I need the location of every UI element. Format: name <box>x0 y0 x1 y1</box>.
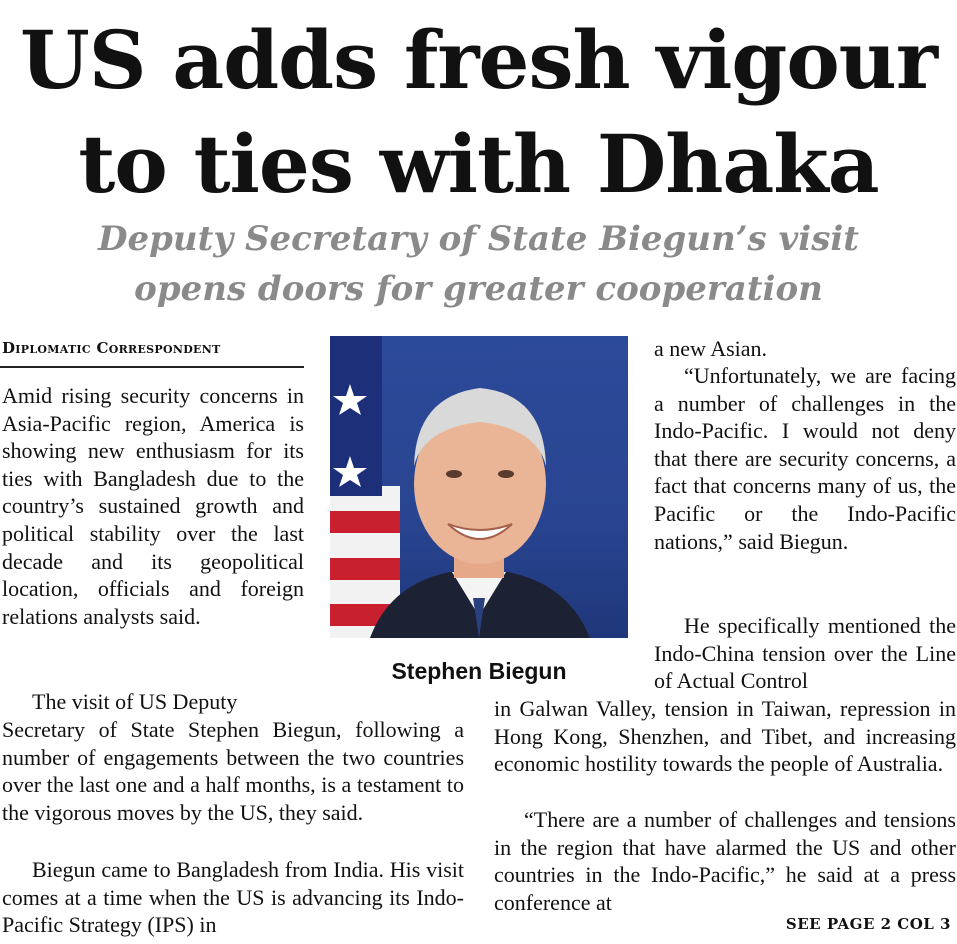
article-paragraph-5: “Unfortunately, we are facing a number of challenges in the Indo-Pacific. I would not deny that there are security concerns, a fact that concerns many of us, the Pacific or the Indo-Pacific nations,” said Biegun. <box>654 363 956 554</box>
portrait-illustration <box>330 336 628 638</box>
article-paragraph-2-continued: Secretary of State Stephen Biegun, following a number of engagements between the two countries over the last one and a half months, is a testament to the vigorous moves by the US, they said. <box>2 717 464 825</box>
article-paragraph-6-continued: in Galwan Valley, tension in Taiwan, repression in Hong Kong, Shenzhen, and Tibet, and increasing economic hostility towards the people of Australia. <box>494 696 956 777</box>
byline-rule <box>0 366 304 368</box>
subheadline-line-1: Deputy Secretary of State Biegun’s visit <box>98 219 859 259</box>
article-paragraph-2-start: The visit of US Deputy <box>32 689 238 714</box>
headline-line-2: to ties with Dhaka <box>78 117 879 211</box>
article-paragraph-7: “There are a number of challenges and tensions in the region that have alarmed the US and other countries in the Indo-Pacific,” he said at a press conference at <box>494 807 956 915</box>
byline: Diplomatic Correspondent <box>2 339 221 357</box>
subheadline-line-2: opens doors for greater cooperation <box>134 269 823 309</box>
article-paragraph-4-end: a new Asian. <box>654 336 768 361</box>
continuation-jump: SEE PAGE 2 COL 3 <box>785 915 951 933</box>
photo-caption: Stephen Biegun <box>391 658 567 684</box>
article-paragraph-6-start: He specifically mentioned the Indo-China tension over the Line of Actual Control <box>654 613 956 694</box>
article-paragraph-3: Biegun came to Bangladesh from India. His visit comes at a time when the US is advancing its Indo-Pacific Strategy (IPS) in <box>2 857 464 938</box>
headline-line-1: US adds fresh vigour <box>20 13 937 107</box>
portrait-photo <box>330 336 628 638</box>
article-paragraph-1: Amid rising security concerns in Asia-Pacific region, America is showing new enthusiasm for its ties with Bangladesh due to the country’s sustained growth and political stability over the last decade and its geopolitical location, officials and foreign relations analysts said. <box>2 383 304 629</box>
